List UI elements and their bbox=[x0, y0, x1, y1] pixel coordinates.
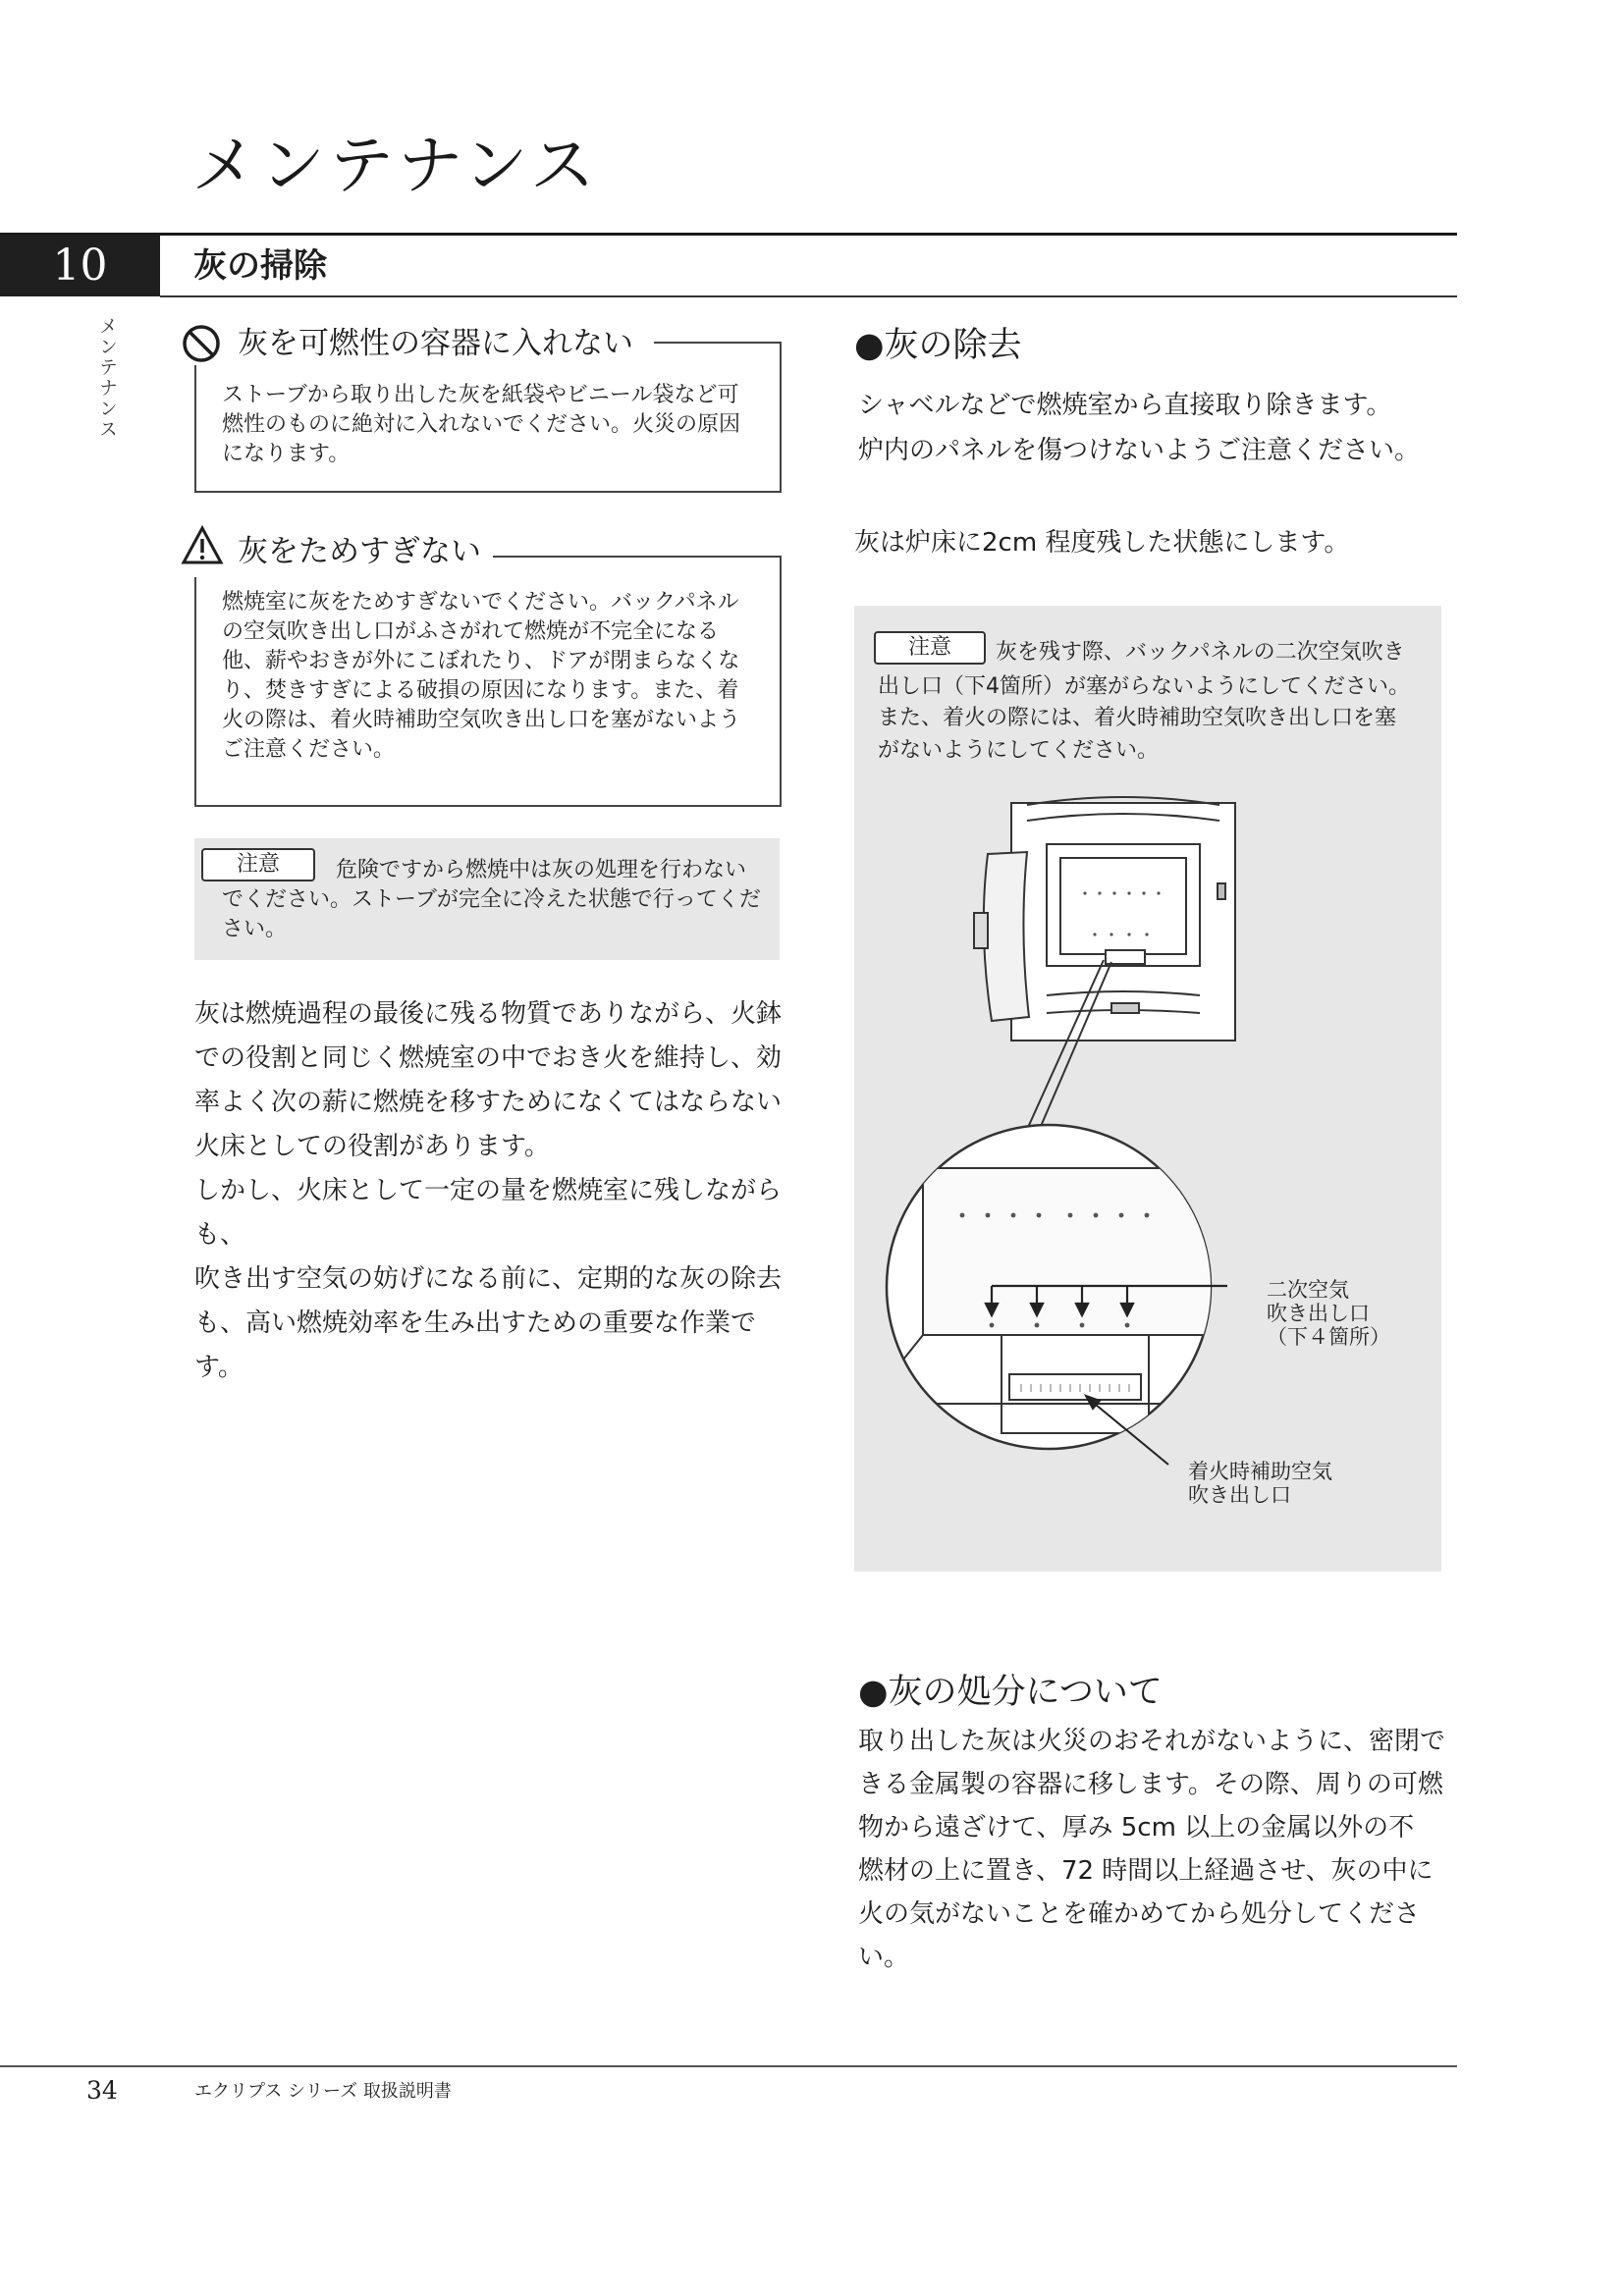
warning-text-ash-buildup: 燃焼室に灰をためすぎないでください。バックパネル の空気吹き出し口がふさがれて燃焼が不完全になる 他、薪やおきが外にこぼれたり、ドアが閉まらなくな り、焚きすぎによる破損の原因になります。また、着 火の際は、着火時補助空気吹き出し口を塞がないよう ご注意ください。 bbox=[222, 590, 741, 762]
caution-badge-left: 注意 bbox=[201, 848, 315, 881]
warning-text-flammable: ストーブから取り出した灰を紙袋やビニール袋など可 燃性のものに絶対に入れないでください。火災の原因 になります。 bbox=[222, 383, 741, 466]
stove-illustration bbox=[974, 797, 1235, 1041]
prohibition-icon bbox=[181, 323, 222, 364]
title-rule bbox=[0, 233, 1457, 236]
section-number: 10 bbox=[52, 240, 108, 291]
side-label: メンテナンス bbox=[96, 316, 118, 440]
warning-heading-flammable: 灰を可燃性の容器に入れない bbox=[238, 326, 633, 361]
removal-note: 灰は炉床に2cm 程度残した状態にします。 bbox=[854, 528, 1350, 558]
footer-text: エクリプス シリーズ 取扱説明書 bbox=[194, 2081, 452, 2102]
footer-rule bbox=[0, 2065, 1457, 2067]
stove-diagram bbox=[854, 785, 1441, 1561]
page-title: メンテナンス bbox=[191, 128, 599, 203]
callout-ignition-air: 着火時補助空気 吹き出し口 bbox=[1188, 1460, 1332, 1507]
callout-secondary-air: 二次空気 吹き出し口 （下４箇所） bbox=[1267, 1278, 1390, 1349]
removal-text: シャベルなどで燃焼室から直接取り除きます。 炉内のパネルを傷つけないようご注意ください。 bbox=[858, 391, 1421, 465]
section-title: 灰の掃除 bbox=[193, 246, 327, 286]
section-rule bbox=[160, 295, 1457, 297]
page-number: 34 bbox=[86, 2076, 118, 2105]
caution-badge-right: 注意 bbox=[874, 631, 986, 665]
warning-triangle-icon bbox=[181, 524, 224, 567]
warning-heading-ash-buildup: 灰をためすぎない bbox=[238, 534, 481, 569]
removal-heading: ●灰の除去 bbox=[854, 326, 1022, 365]
disposal-heading: ●灰の処分について bbox=[858, 1673, 1163, 1712]
disposal-text: 取り出した灰は火災のおそれがないように、密閉で きる金属製の容器に移します。その際、周りの可燃 物から遠ざけて、厚み 5cm 以上の金属以外の不 燃材の上に置き、72 時間以上経過させ、灰の中に 火の気がないことを確かめてから処分してください。 bbox=[858, 1727, 1446, 1972]
intro-paragraph: 灰は燃焼過程の最後に残る物質でありながら、火鉢 での役割と同じく燃焼室の中でおき火を維持し、効 率よく次の薪に燃焼を移すためになくてはならない 火床としての役割があります。 しかし、火床として一定の量を燃焼室に残しながらも、 吹き出す空気の妨げになる前に、定期的な灰の除去 も、高い燃焼効率を生み出すための重要な作業です。 bbox=[194, 999, 783, 1382]
